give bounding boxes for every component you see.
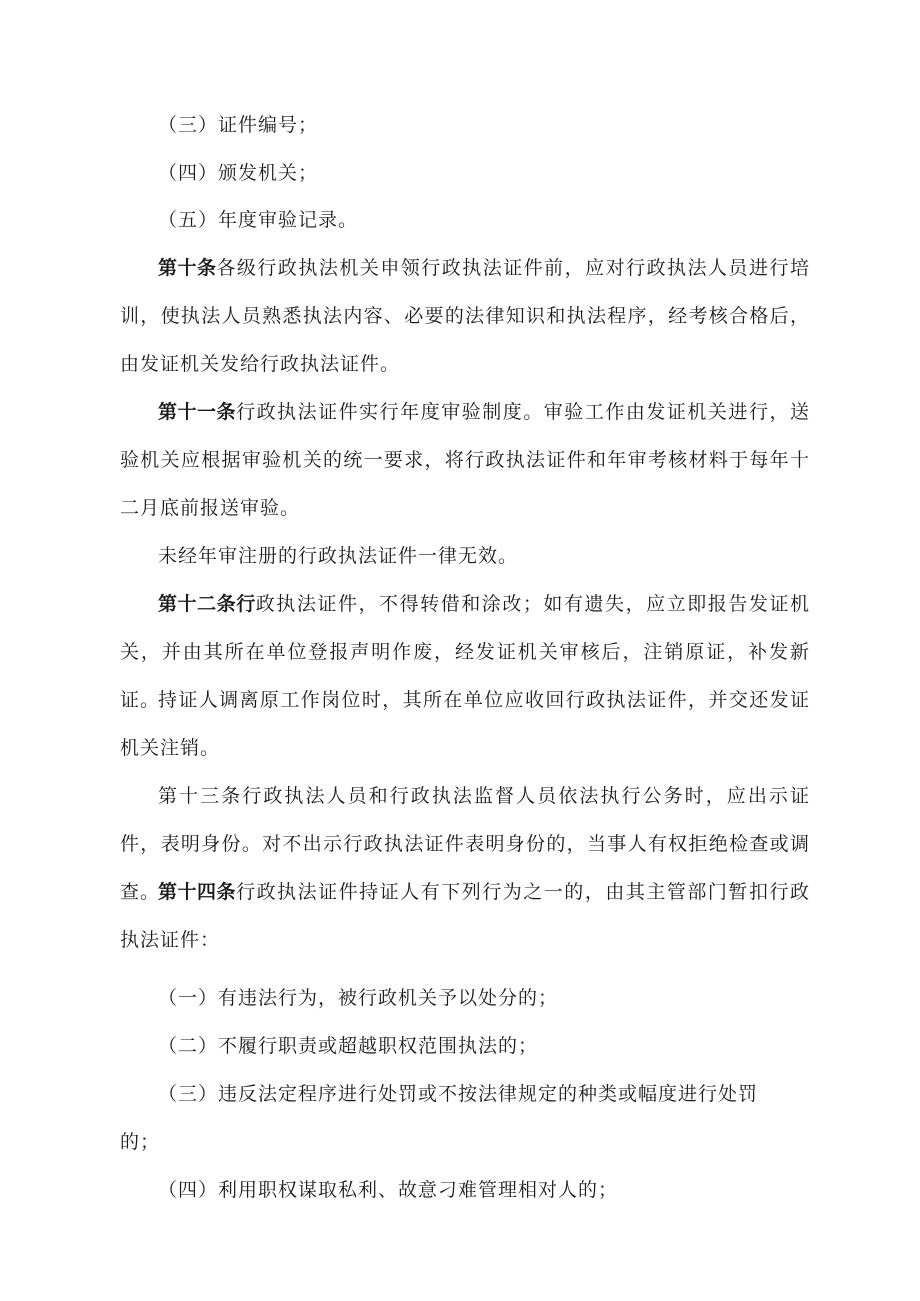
article-label: 第十二条行 — [158, 593, 256, 615]
article-label: 第十一条 — [158, 401, 237, 423]
paragraph-item-4b — [120, 1166, 810, 1214]
paragraph-text: （一）有违法行为，被行政机关予以处分的； — [158, 987, 559, 1009]
paragraph-item-2 — [120, 1022, 810, 1070]
article-label: 第十条 — [158, 257, 217, 279]
article-text: 行政执法证件实行年度审验制度。审验工作由发证机关进行，送验机关应根据审验机关的统一要求，将行政执法证件和年审考核材料于每年十二月底前报送审验。 — [120, 401, 810, 519]
paragraph-text: 的； — [120, 1131, 161, 1153]
paragraph-text: 未经年审注册的行政执法证件一律无效。 — [158, 545, 519, 567]
paragraph-item-1 — [120, 974, 810, 1022]
article-label: 第十四条 — [158, 881, 237, 903]
paragraph-text: （二）不履行职责或超越职权范围执法的； — [158, 1035, 539, 1057]
paragraph-item-5 — [120, 196, 810, 244]
article-text: 各级行政执法机关申领行政执法证件前，应对行政执法人员进行培训，使执法人员熟悉执法内容、必要的法律知识和执法程序，经考核合格后，由发证机关发给行政执法证件。 — [120, 257, 810, 375]
paragraph-text: （五）年度审验记录。 — [158, 209, 359, 231]
article-text: 政执法证件，不得转借和涂改；如有遗失，应立即报告发证机关，并由其所在单位登报声明作废，经发证机关审核后，注销原证，补发新证。 — [120, 593, 810, 711]
paragraph-text: （三）证件编号； — [158, 114, 319, 136]
paragraph-annual-review — [120, 532, 810, 580]
article-10 — [120, 244, 810, 388]
paragraph-text: （三）违反法定程序进行处罚或不按法律规定的种类或幅度进行处罚 — [158, 1083, 759, 1105]
paragraph-text: （四）利用职权谋取私利、故意刁难管理相对人的； — [158, 1179, 619, 1201]
paragraph-item-4 — [120, 149, 810, 197]
article-14 — [120, 868, 810, 964]
paragraph-transfer — [120, 676, 810, 772]
paragraph-item-3b — [120, 1070, 810, 1118]
article-11 — [120, 388, 810, 532]
article-text: 行政执法证件持证人有下列行为之一的，由其主管部门暂扣行政执法证件： — [120, 881, 810, 951]
paragraph-item-3 — [120, 101, 810, 149]
paragraph-text: （四）颁发机关； — [158, 162, 319, 184]
article-text: 第十三条行政执法人员和行政执法监督人员依法执行公务时，应出示证件，表明身份。对不出示行政执法证件表明身份的，当事人有权拒绝检查或调查。 — [120, 785, 810, 903]
paragraph-text: 持证人调离原工作岗位时，其所在单位应收回行政执法证件，并交还发证机关注销。 — [120, 689, 810, 759]
paragraph-item-3b-continuation — [120, 1118, 810, 1166]
